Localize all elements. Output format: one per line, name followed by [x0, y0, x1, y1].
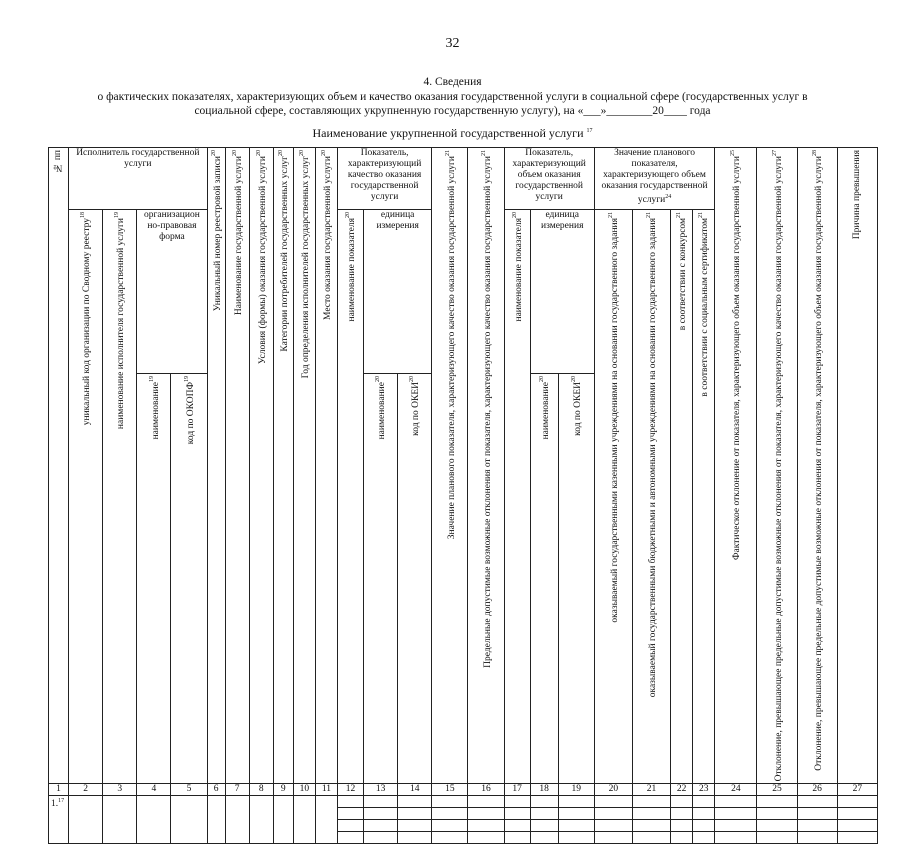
- volume-okei-code-header: [558, 374, 594, 784]
- table-cell: [757, 808, 797, 820]
- quality-deviation-header: [468, 148, 504, 784]
- column-number: 16: [468, 784, 504, 796]
- by-budget-institutions-label: оказываемый государственными бюджетными и автономными учреждениями на основании государственного задания: [648, 218, 659, 698]
- column-number: 22: [671, 784, 693, 796]
- table-cell: [797, 796, 837, 808]
- footnote-ref: 21: [608, 212, 615, 218]
- footnote-ref: 21: [698, 212, 705, 218]
- table-cell: [468, 808, 504, 820]
- service-name-header: [225, 148, 249, 784]
- table-cell: [337, 808, 363, 820]
- okei-code-label: код по ОКЕИ: [411, 382, 422, 437]
- column-number: 4: [137, 784, 171, 796]
- table-cell: [594, 832, 632, 844]
- unit-name-label: наименование: [377, 382, 388, 440]
- table-cell: [504, 796, 530, 808]
- footnote-ref: 19: [114, 212, 121, 218]
- quality-group-header: [337, 148, 431, 210]
- okei-code-header: [398, 374, 432, 784]
- executor-group-label: Исполнитель государственной услуги: [76, 148, 200, 169]
- table-cell: [837, 808, 877, 820]
- table-cell: [273, 796, 293, 844]
- column-number: 2: [69, 784, 103, 796]
- column-number: 25: [757, 784, 797, 796]
- column-number: 12: [337, 784, 363, 796]
- footnote-ref: 20: [277, 150, 284, 156]
- by-state-institutions-label: оказываемый государственными казенными учреждениями на основании государственного задания: [610, 218, 621, 623]
- table-cell: [757, 832, 797, 844]
- executor-group-header: [69, 148, 207, 210]
- executor-name-header: [103, 210, 137, 784]
- volume-group-header: [504, 148, 594, 210]
- quality-excess-label: Отклонение, превышающее предельные допустимые возможные отклонения от показателя, характеризующего качество оказания государственной услуги: [773, 156, 784, 782]
- page-number: 32: [445, 36, 460, 51]
- table-cell: [632, 832, 670, 844]
- footnote-ref: 19: [183, 376, 190, 383]
- quality-deviation-label: Предельные допустимые возможные отклонения от показателя, характеризующего качество оказания государственной услуги: [482, 156, 493, 668]
- table-cell: [364, 808, 398, 820]
- volume-unit-name-header: [530, 374, 558, 784]
- org-form-code-header: [171, 374, 207, 784]
- table-cell: [398, 832, 432, 844]
- footnote-ref: 21: [676, 212, 683, 218]
- excess-reason-label: Причина превышения: [852, 150, 863, 240]
- table-cell: [693, 796, 715, 808]
- footnote-ref: 20: [299, 150, 306, 156]
- planned-volume-group-header: [594, 148, 714, 210]
- column-number: 13: [364, 784, 398, 796]
- table-cell: [693, 832, 715, 844]
- column-number: 18: [530, 784, 558, 796]
- executor-name-label: наименование исполнителя государственной услуги: [116, 218, 127, 430]
- table-cell: [715, 820, 757, 832]
- service-conditions-label: Условия (формы) оказания государственной услуги: [258, 156, 269, 365]
- table-cell: [797, 820, 837, 832]
- by-budget-institutions-header: [632, 210, 670, 784]
- quality-planned-label: Значение планового показателя, характеризующего качество оказания государственной услуги: [446, 156, 457, 540]
- table-cell: [530, 820, 558, 832]
- table-cell: [315, 796, 337, 844]
- org-form-group-header: [137, 210, 207, 374]
- quality-planned-header: [432, 148, 468, 784]
- footnote-ref: 24: [665, 194, 672, 200]
- row-number: 1.: [51, 799, 59, 810]
- volume-excess-header: [797, 148, 837, 784]
- unit-group-header: [364, 210, 432, 374]
- table-cell: [594, 808, 632, 820]
- table-cell: [398, 796, 432, 808]
- table-cell: [558, 820, 594, 832]
- table-cell: [797, 808, 837, 820]
- org-form-group-label: организацион но-правовая форма: [144, 210, 200, 242]
- executor-year-header: [293, 148, 315, 784]
- table-cell: [558, 808, 594, 820]
- footnote-ref: 19: [148, 376, 155, 383]
- quality-name-header: [337, 210, 363, 784]
- table-cell: [715, 832, 757, 844]
- volume-unit-name-label: наименование: [540, 382, 551, 440]
- footnote-ref: 27: [771, 150, 778, 156]
- footnote-ref: 21: [444, 150, 451, 156]
- org-form-name-label: наименование: [150, 382, 161, 440]
- description-line-2: социальной сфере, составляющих укрупненную государственную услугу), на «___»________20____ года: [194, 105, 711, 117]
- table-cell: [137, 796, 171, 844]
- by-certificates-label: в соответствии с социальным сертификатом: [700, 218, 711, 397]
- table-cell: [337, 796, 363, 808]
- table-cell: [715, 808, 757, 820]
- footnote-ref: 20: [345, 212, 352, 218]
- volume-name-label: наименование показателя: [513, 218, 524, 322]
- table-cell: [837, 832, 877, 844]
- table-cell: [671, 808, 693, 820]
- table-cell: [671, 820, 693, 832]
- table-cell: [249, 796, 273, 844]
- service-name-label: Наименование государственной услуги: [233, 156, 244, 316]
- quality-name-label: наименование показателя: [347, 218, 358, 322]
- column-number: 21: [632, 784, 670, 796]
- table-cell: [632, 808, 670, 820]
- column-number: 17: [504, 784, 530, 796]
- column-number: 26: [797, 784, 837, 796]
- actual-deviation-header: [715, 148, 757, 784]
- table-cell: [398, 820, 432, 832]
- table-cell: [468, 820, 504, 832]
- table-cell: [432, 820, 468, 832]
- table-cell: [171, 796, 207, 844]
- column-number: 8: [249, 784, 273, 796]
- column-number: 19: [558, 784, 594, 796]
- consumer-category-label: Категории потребителей государственных услуг: [280, 156, 291, 352]
- table-cell: [837, 796, 877, 808]
- table-cell: [632, 796, 670, 808]
- footnote-ref: 20: [231, 150, 238, 156]
- actual-deviation-label: Фактическое отклонение от показателя, характеризующего объем оказания государственной услуги: [732, 156, 743, 560]
- table-cell: [594, 796, 632, 808]
- report-table: [48, 147, 878, 844]
- quality-excess-header: [757, 148, 797, 784]
- executor-year-label: Год определения исполнителей государственных услуг: [301, 156, 312, 379]
- footnote-ref: 25: [730, 150, 737, 156]
- table-cell: [671, 832, 693, 844]
- footnote-ref: 20: [511, 212, 518, 218]
- service-place-label: Место оказания государственной услуги: [323, 156, 334, 320]
- table-cell: [468, 796, 504, 808]
- footnote-ref: 17: [58, 798, 65, 805]
- table-cell: [225, 796, 249, 844]
- table-cell: [715, 796, 757, 808]
- volume-unit-group-label: единица измерения: [541, 210, 584, 231]
- table-cell: [364, 832, 398, 844]
- footnote-ref: 20: [210, 150, 217, 156]
- column-number: 11: [315, 784, 337, 796]
- table-cell: [558, 832, 594, 844]
- table-cell: [398, 808, 432, 820]
- table-cell: [337, 820, 363, 832]
- column-number: 14: [398, 784, 432, 796]
- table-row: [49, 796, 878, 808]
- table-cell: [432, 796, 468, 808]
- volume-excess-label: Отклонение, превышающее предельные допустимые возможные отклонения от показателя, характеризующего объем оказания государственной услуги: [813, 156, 824, 771]
- table-cell: [530, 808, 558, 820]
- footnote-ref: 28: [811, 150, 818, 156]
- table-cell: [293, 796, 315, 844]
- table-cell: [837, 820, 877, 832]
- by-competition-label: в соответствии с конкурсом: [678, 218, 689, 331]
- column-number: 5: [171, 784, 207, 796]
- enlarged-service-label: [20, 124, 885, 140]
- column-number: 10: [293, 784, 315, 796]
- footnote-ref: 17: [586, 128, 593, 134]
- footnote-ref: 20: [538, 376, 545, 383]
- table-cell: [693, 808, 715, 820]
- column-number: 1: [49, 784, 69, 796]
- footnote-ref: 21: [646, 212, 653, 218]
- registry-number-label: Уникальный номер реестровой записи: [212, 156, 223, 312]
- volume-name-header: [504, 210, 530, 784]
- footnote-ref: 18: [80, 212, 87, 218]
- unique-code-header: [69, 210, 103, 784]
- excess-reason-header: [837, 148, 877, 784]
- table-cell: [207, 796, 225, 844]
- table-cell: [504, 808, 530, 820]
- footnote-ref: 20: [409, 376, 416, 383]
- description-line-1: о фактических показателях, характеризующих объем и качество оказания государственной услуги в социальной сфере (государственных услуг в: [97, 91, 808, 103]
- table-cell: [632, 820, 670, 832]
- table-cell: [337, 832, 363, 844]
- footnote-ref: 20: [570, 376, 577, 383]
- table-cell: [69, 796, 103, 844]
- column-number: 20: [594, 784, 632, 796]
- column-number-row: [49, 784, 878, 796]
- by-certificates-header: [693, 210, 715, 784]
- service-place-header: [315, 148, 337, 784]
- table-cell: [504, 820, 530, 832]
- unique-code-label: уникальный код организации по Сводному реестру: [82, 218, 93, 426]
- unit-name-header: [364, 374, 398, 784]
- enlarged-service-text: Наименование укрупненной государственной услуги: [312, 126, 584, 140]
- table-cell: [757, 820, 797, 832]
- unit-group-label: единица измерения: [376, 210, 419, 231]
- column-number: 24: [715, 784, 757, 796]
- by-competition-header: [671, 210, 693, 784]
- table-cell: [530, 832, 558, 844]
- table-cell: [671, 796, 693, 808]
- table-cell: [364, 820, 398, 832]
- table-cell: [432, 808, 468, 820]
- consumer-category-header: [273, 148, 293, 784]
- volume-unit-group-header: [530, 210, 594, 374]
- table-cell: [364, 796, 398, 808]
- footnote-ref: 20: [321, 150, 328, 156]
- table-cell: [103, 796, 137, 844]
- table-cell: [504, 832, 530, 844]
- service-conditions-header: [249, 148, 273, 784]
- org-form-code-label: код по ОКОПФ: [185, 382, 196, 445]
- org-form-name-header: [137, 374, 171, 784]
- by-state-institutions-header: [594, 210, 632, 784]
- column-number: 23: [693, 784, 715, 796]
- col-num-label: № пп: [53, 150, 64, 173]
- table-cell: [432, 832, 468, 844]
- volume-okei-code-label: код по ОКЕИ: [573, 382, 584, 437]
- column-number: 15: [432, 784, 468, 796]
- table-cell: [757, 796, 797, 808]
- table-cell: [797, 832, 837, 844]
- table-cell: [530, 796, 558, 808]
- footnote-ref: 20: [375, 376, 382, 383]
- column-number: 7: [225, 784, 249, 796]
- section-title: 4. Сведения: [423, 76, 482, 88]
- table-cell: [558, 796, 594, 808]
- table-cell: [594, 820, 632, 832]
- quality-group-label: Показатель, характеризующий качество оказания государственной услуги: [347, 148, 422, 202]
- column-number: 3: [103, 784, 137, 796]
- column-number: 27: [837, 784, 877, 796]
- col-num-header: [49, 148, 69, 784]
- column-number: 6: [207, 784, 225, 796]
- planned-volume-group-label: Значение планового показателя, характеризующего объем оказания государственной услуги: [601, 148, 708, 206]
- table-cell: [693, 820, 715, 832]
- row-number-cell: [49, 796, 69, 844]
- footnote-ref: 21: [480, 150, 487, 156]
- table-cell: [468, 832, 504, 844]
- volume-group-label: Показатель, характеризующий объем оказания государственной услуги: [512, 148, 586, 202]
- registry-number-header: [207, 148, 225, 784]
- footnote-ref: 20: [255, 150, 262, 156]
- column-number: 9: [273, 784, 293, 796]
